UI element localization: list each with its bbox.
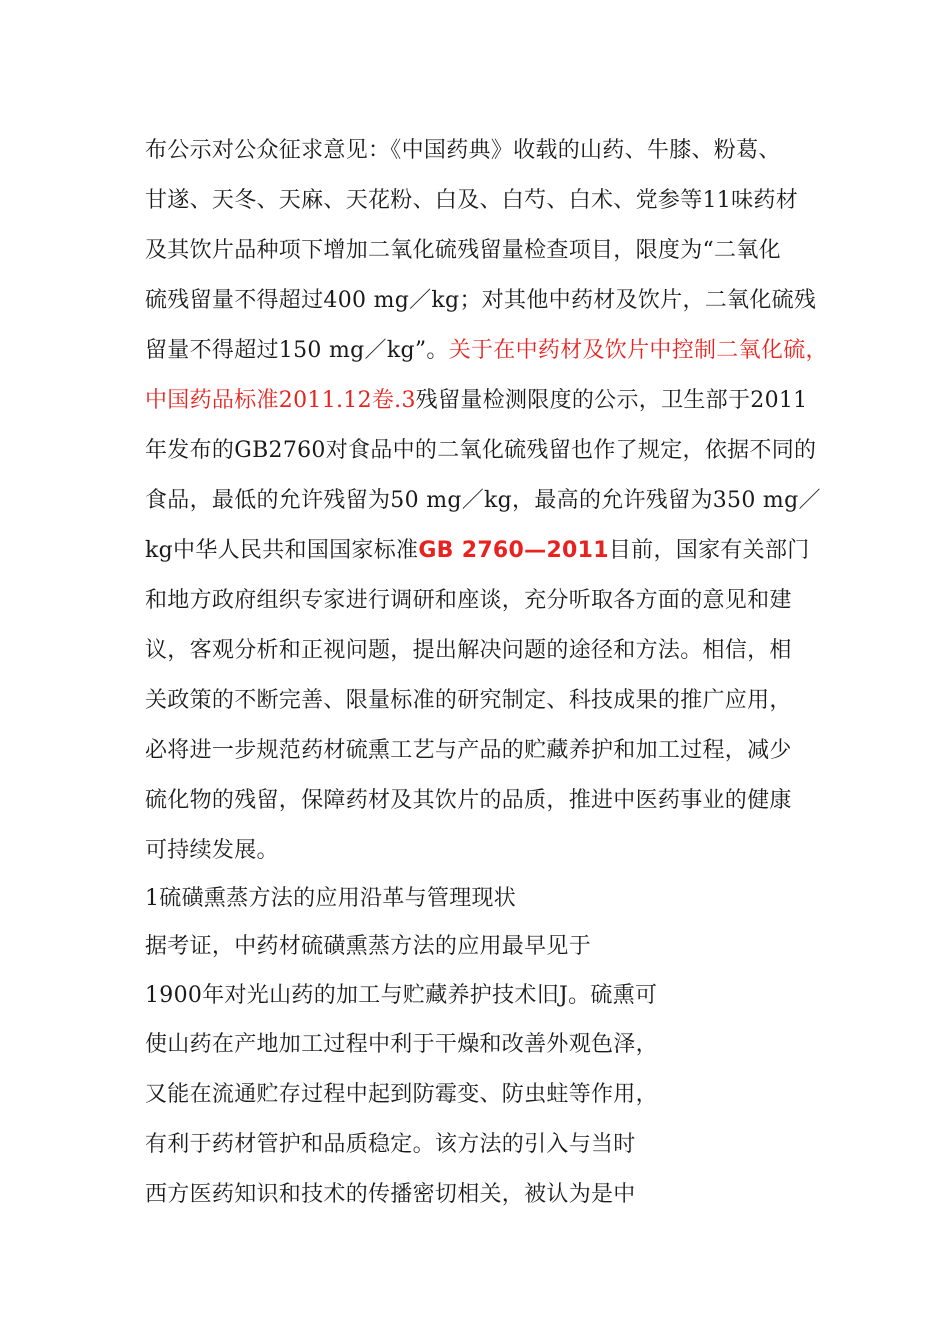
text-run: 有利于药材管护和品质稳定。该方法的引入与当时 [145, 1132, 636, 1157]
text-run: 年发布的GB2760对食品中的二氧化硫残留也作了规定，依据不同的 [145, 438, 817, 463]
text-line [145, 537, 810, 565]
text-run: 和地方政府组织专家进行调研和座谈，充分听取各方面的意见和建 [145, 588, 792, 613]
text-run: 西方医药知识和技术的传播密切相关，被认为是中 [145, 1182, 636, 1207]
text-run: 必将进一步规范药材硫熏工艺与产品的贮藏养护和加工过程，减少 [145, 738, 792, 763]
text-run: 甘遂、天冬、天麻、天花粉、白及、白芍、白术、党参等11味药材 [145, 188, 798, 213]
text-run: 使山药在产地加工过程中利于干燥和改善外观色泽， [145, 1032, 658, 1057]
text-line [145, 387, 807, 415]
text-run: 硫残留量不得超过400 mg／kg；对其他中药材及饮片，二氧化硫残 [145, 288, 817, 313]
text-run: 议，客观分析和正视问题，提出解决问题的途径和方法。相信，相 [145, 638, 792, 663]
text-run: 硫化物的残留，保障药材及其饮片的品质，推进中医药事业的健康 [145, 788, 792, 813]
text-line [145, 837, 279, 865]
highlighted-text: 中国药品标准2011.12卷.3 [145, 388, 416, 413]
text-line [145, 1181, 636, 1209]
text-line [145, 1031, 658, 1059]
section-heading [145, 885, 516, 913]
text-line [145, 787, 792, 815]
text-line [145, 737, 792, 765]
text-line [145, 587, 792, 615]
text-line [145, 933, 591, 961]
text-run: 目前，国家有关部门 [608, 538, 810, 563]
text-line [145, 982, 657, 1010]
text-line [145, 1131, 636, 1159]
text-run: 可持续发展。 [145, 838, 279, 863]
text-line [145, 237, 781, 265]
text-run: 1900年对光山药的加工与贮藏养护技术旧J。硫熏可 [145, 983, 658, 1008]
standard-code-link: GB 2760—2011 [418, 538, 609, 563]
text-line [145, 437, 816, 465]
text-line [145, 137, 781, 165]
highlighted-text: 关于在中药材及饮片中控制二氧化硫， [448, 338, 828, 363]
text-run: 据考证，中药材硫磺熏蒸方法的应用最早见于 [145, 934, 592, 959]
text-line [145, 687, 792, 715]
text-run: 留量不得超过150 mg／kg”。 [145, 338, 449, 363]
text-line [145, 337, 828, 365]
text-run: 食品，最低的允许残留为50 mg／kg，最高的允许残留为350 mg／ [145, 488, 821, 513]
text-line [145, 487, 821, 515]
text-run: 残留量检测限度的公示，卫生部于2011 [415, 388, 808, 413]
text-line [145, 187, 798, 215]
text-line [145, 287, 816, 315]
text-run: 又能在流通贮存过程中起到防霉变、防虫蛀等作用， [145, 1082, 658, 1107]
text-line [145, 1081, 658, 1109]
text-run: 1硫磺熏蒸方法的应用沿革与管理现状 [145, 886, 517, 911]
text-run: 布公示对公众征求意见：《中国药典》收载的山药、牛膝、粉葛、 [145, 138, 781, 163]
text-run: 及其饮片品种项下增加二氧化硫残留量检查项目，限度为“二氧化 [145, 238, 781, 263]
text-line [145, 637, 792, 665]
text-run: kg中华人民共和国国家标准 [145, 538, 419, 563]
text-run: 关政策的不断完善、限量标准的研究制定、科技成果的推广应用， [145, 688, 792, 713]
